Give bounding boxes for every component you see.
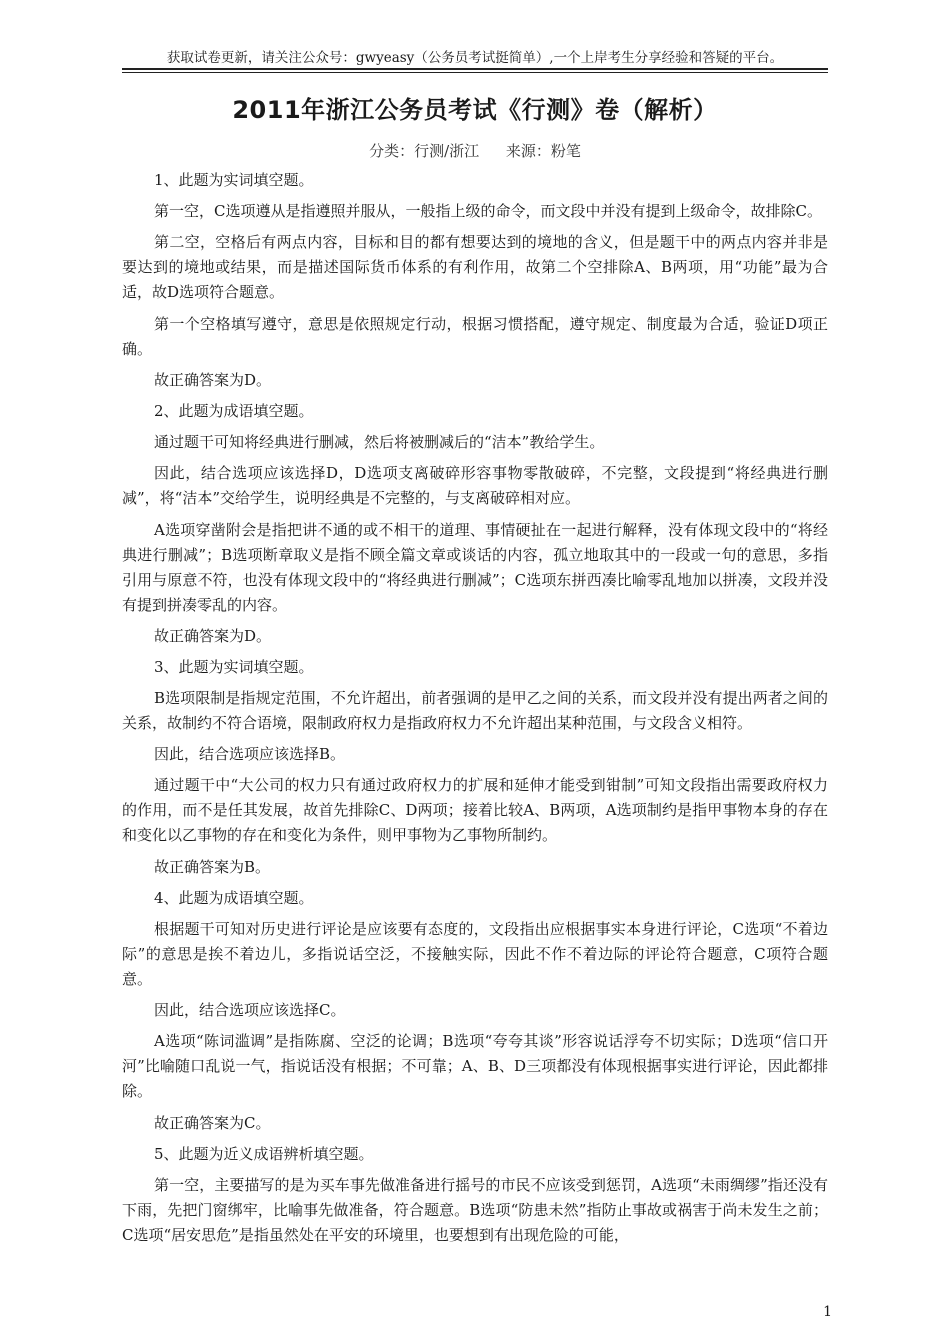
paragraph: 故正确答案为B。 [154, 857, 271, 876]
paragraph: 第二空，空格后有两点内容，目标和目的都有想要达到的境地的含义，但是题干中的两点内容并非是要达到的境地或结果，而是描述国际货币体系的有利作用，故第二个空排除A、B两项，用“功能”最为合适，故D选项符合题意。 [122, 233, 828, 302]
paragraph: 1、此题为实词填空题。 [154, 171, 314, 189]
paragraph: 第一个空格填写遵守，意思是依照规定行动，根据习惯搭配，遵守规定、制度最为合适，验证D项正确。 [122, 314, 828, 358]
paragraph: 3、此题为实词填空题。 [154, 657, 314, 676]
paragraph: B选项限制是指规定范围，不允许超出，前者强调的是甲乙之间的关系，而文段并没有提出两者之间的关系，故制约不符合语境，限制政府权力是指政府权力不允许超出某种范围，与文段含义相符。 [122, 689, 828, 733]
paragraph: 4、此题为成语填空题。 [154, 888, 314, 907]
paragraph: 根据题干可知对历史进行评论是应该要有态度的，文段指出应根据事实本身进行评论，C选项“不着边际”的意思是挨不着边儿，多指说话空泛，不接触实际，因此不作不着边际的评论符合题意，C项符合题意。 [122, 920, 828, 988]
paragraph: 通过题干中“大公司的权力只有通过政府权力的扩展和延伸才能受到钳制”可知文段指出需要政府权力的作用，而不是任其发展，故首先排除C、D两项；接着比较A、B两项，A选项制约是指甲事物本身的存在和变化以乙事物的存在和变化为条件，则甲事物为乙事物所制约。 [122, 776, 828, 845]
paragraph: 5、此题为近义成语辨析填空题。 [154, 1144, 374, 1163]
paragraph: A选项穿凿附会是指把讲不通的或不相干的道理、事情硬扯在一起进行解释，没有体现文段中的“将经典进行删减”；B选项断章取义是指不顾全篇文章或谈话的内容，孤立地取其中的一段或一句的意思，多指引用与原意不符，也没有体现文段中的“将经典进行删减”；C选项东拼西凑比喻零乱地加以拼凑，文段并没有提到拼凑零乱的内容。 [122, 520, 828, 614]
page-header-notice: 获取试卷更新，请关注公众号：gwyeasy（公务员考试挺简单）,一个上岸考生分享经验和答疑的平台。 [166, 50, 784, 66]
document-meta [122, 140, 828, 161]
document-source: 来源：粉笔 [505, 142, 581, 160]
paragraph: 第一空，主要描写的是为买车事先做准备进行摇号的市民不应该受到惩罚，A选项“未雨绸缪”指还没有下雨，先把门窗绑牢，比喻事先做准备，符合题意。B选项“防患未然”指防止事故或祸害于尚未发生之前；C选项“居安思危”是指虽然处在平安的环境里，也要想到有出现危险的可能， [122, 1175, 828, 1244]
page-number: 1 [823, 1304, 832, 1320]
paragraph: 故正确答案为D。 [154, 626, 272, 645]
document-title: 2011年浙江公务员考试《行测》卷（解析） [232, 96, 718, 124]
paragraph: 因此，结合选项应该选择B。 [154, 745, 346, 764]
header-rule-thin [122, 72, 828, 73]
paragraph: 2、此题为成语填空题。 [154, 401, 314, 420]
paragraph: 故正确答案为C。 [154, 1113, 271, 1132]
header-rule-thick [122, 68, 828, 70]
paragraph: 因此，结合选项应该选择D，D选项支离破碎形容事物零散破碎，不完整，文段提到“将经典进行删减”，将“洁本”交给学生，说明经典是不完整的，与支离破碎相对应。 [122, 464, 828, 508]
paragraph: 第一空，C选项遵从是指遵照并服从，一般指上级的命令，而文段中并没有提到上级命令，故排除C。 [154, 202, 822, 221]
paragraph: 故正确答案为D。 [154, 370, 272, 389]
document-body [122, 168, 828, 1254]
paragraph: 通过题干可知将经典进行删减，然后将被删减后的“洁本”教给学生。 [154, 433, 605, 452]
document-category: 分类：行测/浙江 [369, 142, 480, 160]
paragraph: A选项“陈词滥调”是指陈腐、空泛的论调；B选项“夸夸其谈”形容说话浮夸不切实际；D选项“信口开河”比喻随口乱说一气，指说话没有根据；不可靠；A、B、D三项都没有体现根据事实进行评论，因此都排除。 [122, 1032, 828, 1101]
paragraph: 因此，结合选项应该选择C。 [154, 1001, 346, 1020]
